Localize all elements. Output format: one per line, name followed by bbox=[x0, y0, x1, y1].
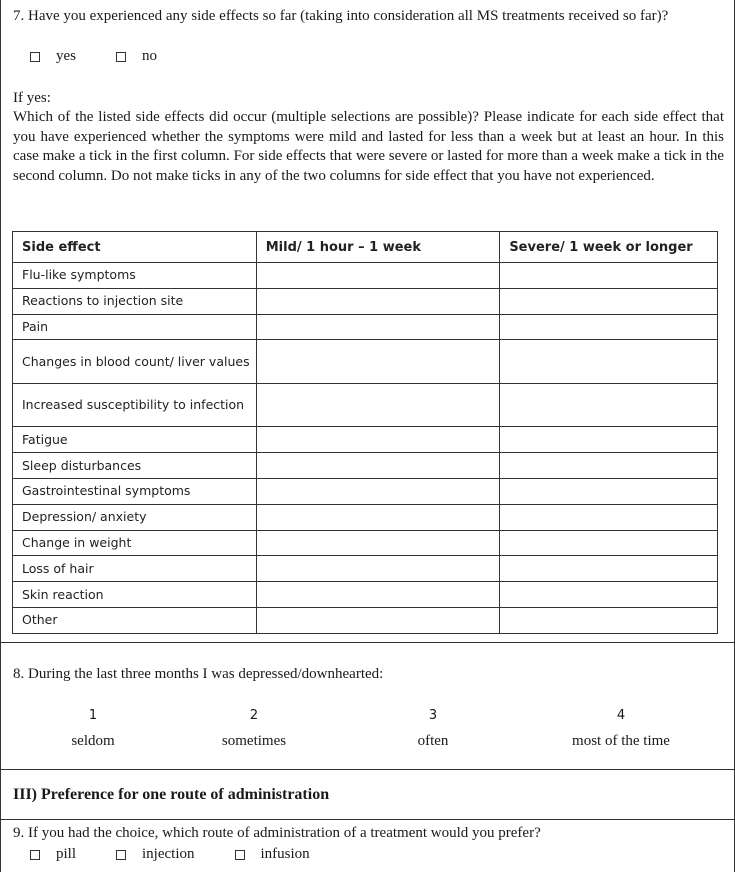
severe-tick-cell[interactable] bbox=[500, 556, 718, 582]
mild-tick-cell[interactable] bbox=[256, 504, 500, 530]
option-yes[interactable] bbox=[30, 47, 76, 67]
severe-tick-cell[interactable] bbox=[500, 383, 718, 427]
question-7-options bbox=[30, 47, 197, 67]
mild-tick-cell[interactable] bbox=[256, 340, 500, 384]
option-infusion-label: infusion bbox=[260, 846, 310, 862]
side-effect-name: Sleep disturbances bbox=[13, 453, 257, 479]
scale-label: sometimes bbox=[221, 733, 287, 749]
side-effect-name: Pain bbox=[13, 314, 257, 340]
scale-option-4[interactable] bbox=[541, 706, 701, 752]
table-row bbox=[13, 383, 718, 427]
side-effect-name: Flu-like symptoms bbox=[13, 263, 257, 289]
severe-tick-cell[interactable] bbox=[500, 607, 718, 633]
question-7-section bbox=[1, 0, 734, 643]
table-row bbox=[13, 582, 718, 608]
header-mild: Mild/ 1 hour – 1 week bbox=[256, 232, 500, 263]
mild-tick-cell[interactable] bbox=[256, 427, 500, 453]
option-injection-label: injection bbox=[142, 846, 195, 862]
question-8-section bbox=[1, 643, 734, 770]
option-injection[interactable] bbox=[116, 845, 195, 865]
scale-number: 3 bbox=[428, 708, 438, 723]
section-3-title: III) Preference for one route of administration bbox=[13, 786, 330, 803]
table-header-row bbox=[13, 232, 718, 263]
scale-option-1[interactable] bbox=[13, 706, 173, 752]
mild-tick-cell[interactable] bbox=[256, 288, 500, 314]
side-effect-name: Depression/ anxiety bbox=[13, 504, 257, 530]
side-effect-name: Other bbox=[13, 607, 257, 633]
table-row bbox=[13, 478, 718, 504]
section-3-header bbox=[1, 770, 734, 820]
scale-number: 2 bbox=[249, 708, 259, 723]
option-pill[interactable] bbox=[30, 845, 76, 865]
scale-option-3[interactable] bbox=[353, 706, 513, 752]
table-row bbox=[13, 263, 718, 289]
mild-tick-cell[interactable] bbox=[256, 556, 500, 582]
scale-label: often bbox=[417, 733, 449, 749]
checkbox-icon[interactable] bbox=[116, 850, 126, 860]
mild-tick-cell[interactable] bbox=[256, 582, 500, 608]
option-yes-label: yes bbox=[56, 48, 76, 64]
side-effect-name: Reactions to injection site bbox=[13, 288, 257, 314]
question-9-section bbox=[1, 820, 734, 872]
question-7-text: 7. Have you experienced any side effects so far (taking into consideration all MS treatments received so far)? bbox=[13, 8, 669, 24]
severe-tick-cell[interactable] bbox=[500, 504, 718, 530]
table-row bbox=[13, 607, 718, 633]
side-effect-instructions: Which of the listed side effects did occur (multiple selections are possible)? Please indicate for each side effect that you have experienced whether the symptoms were mild and lasted for less than a week but at least an hour. In this case make a tick in the first column. For side effects that were severe or lasted for more than a week make a tick in the second column. Do not make ticks in any of the two columns for side effect that you have not experienced. bbox=[13, 109, 724, 184]
severe-tick-cell[interactable] bbox=[500, 453, 718, 479]
table-row bbox=[13, 340, 718, 384]
question-9-options bbox=[30, 845, 350, 865]
checkbox-icon[interactable] bbox=[235, 850, 245, 860]
option-pill-label: pill bbox=[56, 846, 77, 862]
severe-tick-cell[interactable] bbox=[500, 427, 718, 453]
side-effect-name: Changes in blood count/ liver values bbox=[13, 340, 257, 384]
option-no[interactable] bbox=[116, 47, 157, 67]
header-side-effect: Side effect bbox=[13, 232, 257, 263]
severe-tick-cell[interactable] bbox=[500, 340, 718, 384]
side-effect-name: Change in weight bbox=[13, 530, 257, 556]
mild-tick-cell[interactable] bbox=[256, 263, 500, 289]
severe-tick-cell[interactable] bbox=[500, 263, 718, 289]
severe-tick-cell[interactable] bbox=[500, 288, 718, 314]
scale-label: most of the time bbox=[572, 733, 670, 749]
table-row bbox=[13, 427, 718, 453]
mild-tick-cell[interactable] bbox=[256, 478, 500, 504]
table-row bbox=[13, 288, 718, 314]
header-severe: Severe/ 1 week or longer bbox=[500, 232, 718, 263]
table-row bbox=[13, 453, 718, 479]
checkbox-icon[interactable] bbox=[30, 850, 40, 860]
table-row bbox=[13, 504, 718, 530]
mild-tick-cell[interactable] bbox=[256, 607, 500, 633]
question-9-text: 9. If you had the choice, which route of administration of a treatment would you prefer? bbox=[13, 825, 541, 841]
scale-number: 4 bbox=[616, 708, 626, 723]
side-effect-name: Increased susceptibility to infection bbox=[13, 383, 257, 427]
option-no-label: no bbox=[142, 48, 157, 64]
severe-tick-cell[interactable] bbox=[500, 530, 718, 556]
mild-tick-cell[interactable] bbox=[256, 530, 500, 556]
table-row bbox=[13, 530, 718, 556]
side-effect-name: Gastrointestinal symptoms bbox=[13, 478, 257, 504]
side-effect-name: Skin reaction bbox=[13, 582, 257, 608]
mild-tick-cell[interactable] bbox=[256, 314, 500, 340]
mild-tick-cell[interactable] bbox=[256, 383, 500, 427]
question-8-text: 8. During the last three months I was depressed/downhearted: bbox=[13, 666, 384, 682]
table-row bbox=[13, 556, 718, 582]
severe-tick-cell[interactable] bbox=[500, 478, 718, 504]
mild-tick-cell[interactable] bbox=[256, 453, 500, 479]
severe-tick-cell[interactable] bbox=[500, 582, 718, 608]
checkbox-icon[interactable] bbox=[30, 52, 40, 62]
table-row bbox=[13, 314, 718, 340]
side-effects-table bbox=[12, 231, 718, 634]
checkbox-icon[interactable] bbox=[116, 52, 126, 62]
if-yes-label: If yes: bbox=[13, 90, 51, 106]
side-effect-name: Fatigue bbox=[13, 427, 257, 453]
scale-number: 1 bbox=[88, 708, 98, 723]
severe-tick-cell[interactable] bbox=[500, 314, 718, 340]
side-effect-name: Loss of hair bbox=[13, 556, 257, 582]
scale-label: seldom bbox=[71, 733, 115, 749]
option-infusion[interactable] bbox=[235, 845, 310, 865]
scale-option-2[interactable] bbox=[174, 706, 334, 752]
